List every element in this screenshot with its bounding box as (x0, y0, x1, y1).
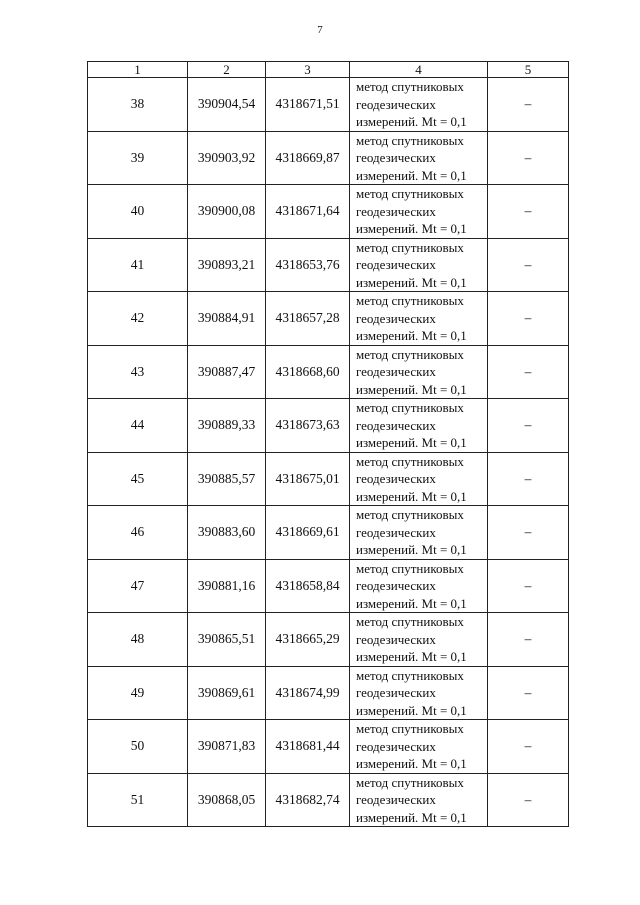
table-row (88, 452, 569, 506)
y-coordinate-cell: 4318665,29 (266, 613, 350, 667)
table-row (88, 131, 569, 185)
header-cell-1: 1 (88, 62, 188, 78)
method-line: геодезических (356, 738, 436, 754)
method-cell (350, 78, 488, 132)
method-cell (350, 666, 488, 720)
method-cell (350, 185, 488, 239)
method-cell (350, 452, 488, 506)
method-cell (350, 399, 488, 453)
point-number-cell: 41 (88, 238, 188, 292)
x-coordinate-cell: 390869,61 (188, 666, 266, 720)
y-coordinate-cell: 4318668,60 (266, 345, 350, 399)
method-line: метод спутниковых (356, 453, 464, 469)
x-coordinate-cell: 390889,33 (188, 399, 266, 453)
header-row (88, 62, 569, 78)
method-line: метод спутниковых (356, 721, 464, 736)
table-row (88, 185, 569, 239)
point-number-cell: 45 (88, 452, 188, 506)
method-line: измерений. Mt = 0,1 (356, 167, 467, 183)
method-line: метод спутниковых (356, 132, 464, 148)
header-cell-4: 4 (350, 62, 488, 78)
table-row (88, 399, 569, 453)
table-row (88, 506, 569, 560)
method-line: метод спутниковых (356, 186, 464, 201)
method-line: метод спутниковых (356, 79, 464, 94)
table-row (88, 613, 569, 667)
page-number: 7 (317, 24, 323, 36)
note-cell: – (488, 559, 569, 613)
point-number-cell: 47 (88, 559, 188, 613)
method-line: геодезических (356, 310, 436, 326)
y-coordinate-cell: 4318669,87 (266, 131, 350, 185)
note-cell: – (488, 292, 569, 346)
method-line: измерений. Mt = 0,1 (356, 328, 467, 343)
table-row (88, 773, 569, 827)
y-coordinate-cell: 4318653,76 (266, 238, 350, 292)
method-line: геодезических (356, 96, 436, 112)
note-cell: – (488, 238, 569, 292)
method-line: геодезических (356, 417, 436, 433)
method-line: метод спутниковых (356, 614, 464, 629)
point-number-cell: 44 (88, 399, 188, 453)
table-row (88, 666, 569, 720)
method-line: измерений. Mt = 0,1 (356, 381, 467, 397)
method-line: метод спутниковых (356, 400, 464, 415)
y-coordinate-cell: 4318671,51 (266, 78, 350, 132)
x-coordinate-cell: 390868,05 (188, 773, 266, 827)
y-coordinate-cell: 4318674,99 (266, 666, 350, 720)
note-cell: – (488, 345, 569, 399)
point-number-cell: 51 (88, 773, 188, 827)
method-cell (350, 345, 488, 399)
method-line: измерений. Mt = 0,1 (356, 274, 467, 290)
method-line: геодезических (356, 257, 436, 272)
x-coordinate-cell: 390865,51 (188, 613, 266, 667)
method-line: геодезических (356, 631, 436, 647)
method-line: измерений. Mt = 0,1 (356, 809, 467, 825)
method-cell (350, 506, 488, 560)
header-cell-2: 2 (188, 62, 266, 78)
method-line: метод спутниковых (356, 239, 464, 255)
method-line: метод спутниковых (356, 560, 464, 576)
x-coordinate-cell: 390893,21 (188, 238, 266, 292)
x-coordinate-cell: 390903,92 (188, 131, 266, 185)
note-cell: – (488, 506, 569, 560)
method-cell (350, 773, 488, 827)
note-cell: – (488, 666, 569, 720)
point-number-cell: 38 (88, 78, 188, 132)
note-cell: – (488, 78, 569, 132)
x-coordinate-cell: 390887,47 (188, 345, 266, 399)
table-row (88, 292, 569, 346)
method-line: геодезических (356, 524, 436, 540)
method-line: измерений. Mt = 0,1 (356, 435, 467, 450)
header-cell-5: 5 (488, 62, 569, 78)
method-line: измерений. Mt = 0,1 (356, 702, 467, 718)
point-number-cell: 48 (88, 613, 188, 667)
header-cell-3: 3 (266, 62, 350, 78)
method-line: геодезических (356, 578, 436, 593)
coordinates-table (87, 61, 569, 827)
x-coordinate-cell: 390885,57 (188, 452, 266, 506)
y-coordinate-cell: 4318657,28 (266, 292, 350, 346)
y-coordinate-cell: 4318682,74 (266, 773, 350, 827)
method-cell (350, 238, 488, 292)
note-cell: – (488, 720, 569, 774)
method-line: измерений. Mt = 0,1 (356, 488, 467, 504)
y-coordinate-cell: 4318681,44 (266, 720, 350, 774)
point-number-cell: 40 (88, 185, 188, 239)
table-row (88, 720, 569, 774)
method-line: метод спутниковых (356, 507, 464, 522)
method-line: измерений. Mt = 0,1 (356, 114, 467, 129)
method-line: геодезических (356, 364, 436, 379)
note-cell: – (488, 131, 569, 185)
method-line: геодезических (356, 150, 436, 165)
point-number-cell: 50 (88, 720, 188, 774)
note-cell: – (488, 185, 569, 239)
table-row (88, 238, 569, 292)
point-number-cell: 39 (88, 131, 188, 185)
x-coordinate-cell: 390871,83 (188, 720, 266, 774)
table-row (88, 78, 569, 132)
x-coordinate-cell: 390904,54 (188, 78, 266, 132)
method-line: геодезических (356, 203, 436, 219)
method-line: геодезических (356, 685, 436, 700)
x-coordinate-cell: 390883,60 (188, 506, 266, 560)
y-coordinate-cell: 4318669,61 (266, 506, 350, 560)
note-cell: – (488, 613, 569, 667)
method-cell (350, 720, 488, 774)
table-row (88, 559, 569, 613)
method-cell (350, 613, 488, 667)
note-cell: – (488, 452, 569, 506)
y-coordinate-cell: 4318673,63 (266, 399, 350, 453)
y-coordinate-cell: 4318675,01 (266, 452, 350, 506)
method-line: измерений. Mt = 0,1 (356, 756, 467, 771)
table-header (88, 62, 569, 78)
x-coordinate-cell: 390881,16 (188, 559, 266, 613)
table-body (88, 78, 569, 827)
method-line: измерений. Mt = 0,1 (356, 221, 467, 236)
method-cell (350, 292, 488, 346)
method-line: метод спутниковых (356, 346, 464, 362)
method-line: метод спутниковых (356, 667, 464, 683)
table-row (88, 345, 569, 399)
note-cell: – (488, 773, 569, 827)
y-coordinate-cell: 4318658,84 (266, 559, 350, 613)
method-line: метод спутниковых (356, 293, 464, 308)
point-number-cell: 46 (88, 506, 188, 560)
point-number-cell: 42 (88, 292, 188, 346)
method-line: геодезических (356, 792, 436, 807)
y-coordinate-cell: 4318671,64 (266, 185, 350, 239)
method-line: геодезических (356, 471, 436, 486)
method-line: измерений. Mt = 0,1 (356, 542, 467, 557)
note-cell: – (488, 399, 569, 453)
method-line: измерений. Mt = 0,1 (356, 595, 467, 611)
method-line: метод спутниковых (356, 774, 464, 790)
point-number-cell: 49 (88, 666, 188, 720)
x-coordinate-cell: 390900,08 (188, 185, 266, 239)
method-cell (350, 131, 488, 185)
method-line: измерений. Mt = 0,1 (356, 649, 467, 664)
x-coordinate-cell: 390884,91 (188, 292, 266, 346)
method-cell (350, 559, 488, 613)
point-number-cell: 43 (88, 345, 188, 399)
